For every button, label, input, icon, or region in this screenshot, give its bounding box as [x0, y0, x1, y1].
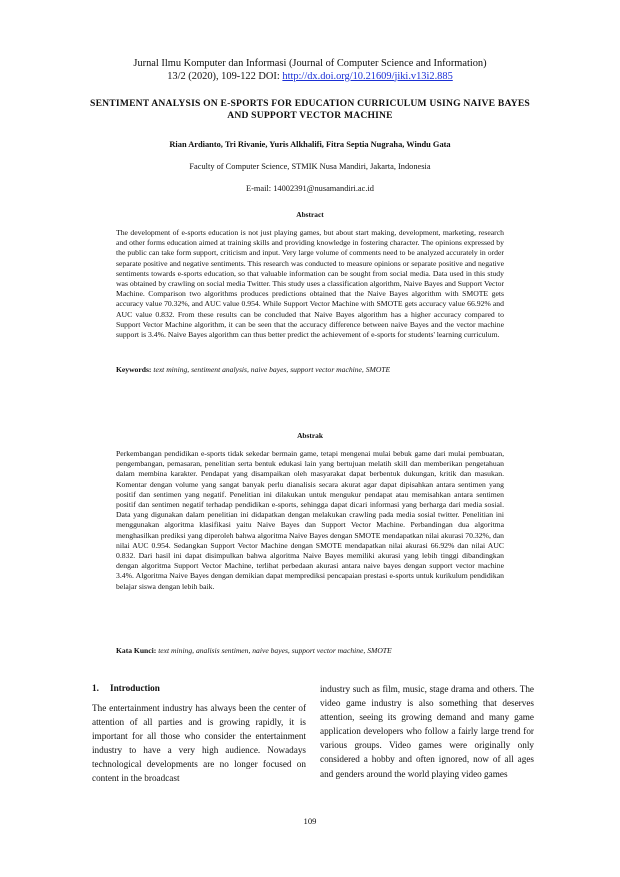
abstrak-heading: Abstrak — [297, 431, 323, 440]
keywords — [116, 365, 504, 375]
abstract-text: The development of e-sports education is not just playing games, but about start making, development, marketing, research and other forms education aimed at training skills and providing knowledge in fostering character. The opinions expressed by the public can take form support, criticism and input. Very large volume of comments need to be analyzed accurately in order separate positive and negative sentiments. This research was conducted to measure opinions or separate positive and negative sentiments towards e-sports education, so that valuable information can be sought from social media. Data used in this study was obtained by crawling on social media Twitter. This study uses a classification algorithm, Naive Bayes and Support Vector Machine. Comparison two algorithms produces predictions obtained that the Naive Bayes algorithm with SMOTE gets accuracy value 70.32%, and AUC value 0.954. While Support Vector Machine with SMOTE gets accuracy value 66.92% and AUC value 0.832. From these results can be concluded that Naive Bayes algorithm has a higher accuracy compared to Support Vector Machine algorithm, it can be seen that the accuracy difference between naive Bayes and the vector machine support is 3.4%. Naive Bayes algorithm can thus better predict the achievement of e-sports for students' learning curriculum. — [116, 228, 504, 340]
section-heading-introduction — [92, 683, 160, 693]
abstract-heading: Abstract — [296, 210, 324, 219]
journal-volume: 13/2 (2020), 109-122 DOI: — [167, 70, 283, 82]
kata-kunci-list: text mining, analisis sentimen, naive bayes, support vector machine, SMOTE — [156, 646, 392, 655]
journal-name: Jurnal Ilmu Komputer dan Informasi (Journal of Computer Science and Information) — [133, 58, 487, 69]
page-number: 109 — [303, 816, 317, 826]
paper-title: SENTIMENT ANALYSIS ON E-SPORTS FOR EDUCATION CURRICULUM USING NAIVE BAYES AND SUPPORT VECTOR MACHINE — [90, 98, 530, 121]
doi-link[interactable]: http://dx.doi.org/10.21609/jiki.v13i2.885 — [282, 70, 453, 82]
kata-kunci — [116, 646, 504, 656]
journal-volume-line — [80, 71, 540, 84]
section-number: 1. — [92, 683, 99, 693]
keywords-list: text mining, sentiment analysis, naive bayes, support vector machine, SMOTE — [151, 365, 391, 374]
author-email: E-mail: 14002391@nusamandiri.ac.id — [246, 184, 374, 193]
section-title: Introduction — [110, 683, 160, 693]
author-list: Rian Ardianto, Tri Rivanie, Yuris Alkhalifi, Fitra Septia Nugraha, Windu Gata — [169, 140, 451, 149]
abstrak-text: Perkembangan pendidikan e-sports tidak sekedar bermain game, tetapi mengenai mulai bebuk game dari mulai pembuatan, pengembangan, pemasaran, penelitian serta bentuk edukasi lain yang bertujuan melatih skill dan memberikan pengetahuan dalam membina karakter. Pendapat yang disampaikan oleh masyarakat dapat berbentuk dukungan, kritik dan masukan. Komentar dengan volume yang sangat banyak perlu dianalisis secara akurat agar dapat dipisahkan antara sentimen yang positif dan sentimen yang negatif. Penelitian ini dilakukan untuk mengukur pendapat atau memisahkan antara sentimen positif dan sentimen negatif terhadap pendidikan e-sports, sehingga dapat dicari informasi yang berharga dari media sosial. Data yang digunakan dalam penelitian ini didapatkan dengan melakukan crawling pada media sosial twitter. Penelitian ini menggunakan algoritma klasifikasi yaitu Naive Bayes dan Support Vector Machine. Perbandingan dua algoritma menghasilkan prediksi yang diperoleh bahwa algoritma Naive Bayes dengan SMOTE mendapatkan nilai akurasi 70.32%, dan nilai AUC 0.954. Sedangkan Support Vector Machine dengan SMOTE mendapatkan nilai akurasi 66.92% dan nilai AUC 0.832. Dari hasil ini dapat disimpulkan bahwa algoritma Naive Bayes memiliki akurasi yang lebih tinggi dibandingkan dengan algoritma Support Vector Machine, terlihat perbedaan akurasi antara naive bayes dengan support vector machine 3.4%. Algoritma Naive Bayes dengan demikian dapat memprediksi pencapaian prestasi e-sports untuk kurikulum pendidikan belajar siswa dengan lebih baik. — [116, 449, 504, 591]
body-right-column: industry such as film, music, stage drama and others. The video game industry is also something that deserves attention, seeing its growing demand and many game application developers who follow a fairly large trend for various groups. Video games were originally only considered a hobby and often ignored, now of all ages and genders around the world playing video games — [320, 684, 534, 779]
body-left-column: The entertainment industry has always been the center of attention of all parties and is growing rapidly, it is important for all those who consider the entertainment industry to have a very high audience. Nowadays technological developments are no longer focused on content in the broadcast — [92, 703, 306, 784]
journal-header — [80, 58, 540, 83]
keywords-label: Keywords: — [116, 365, 152, 374]
affiliation: Faculty of Computer Science, STMIK Nusa Mandiri, Jakarta, Indonesia — [189, 162, 431, 171]
kata-kunci-label: Kata Kunci: — [116, 646, 157, 655]
